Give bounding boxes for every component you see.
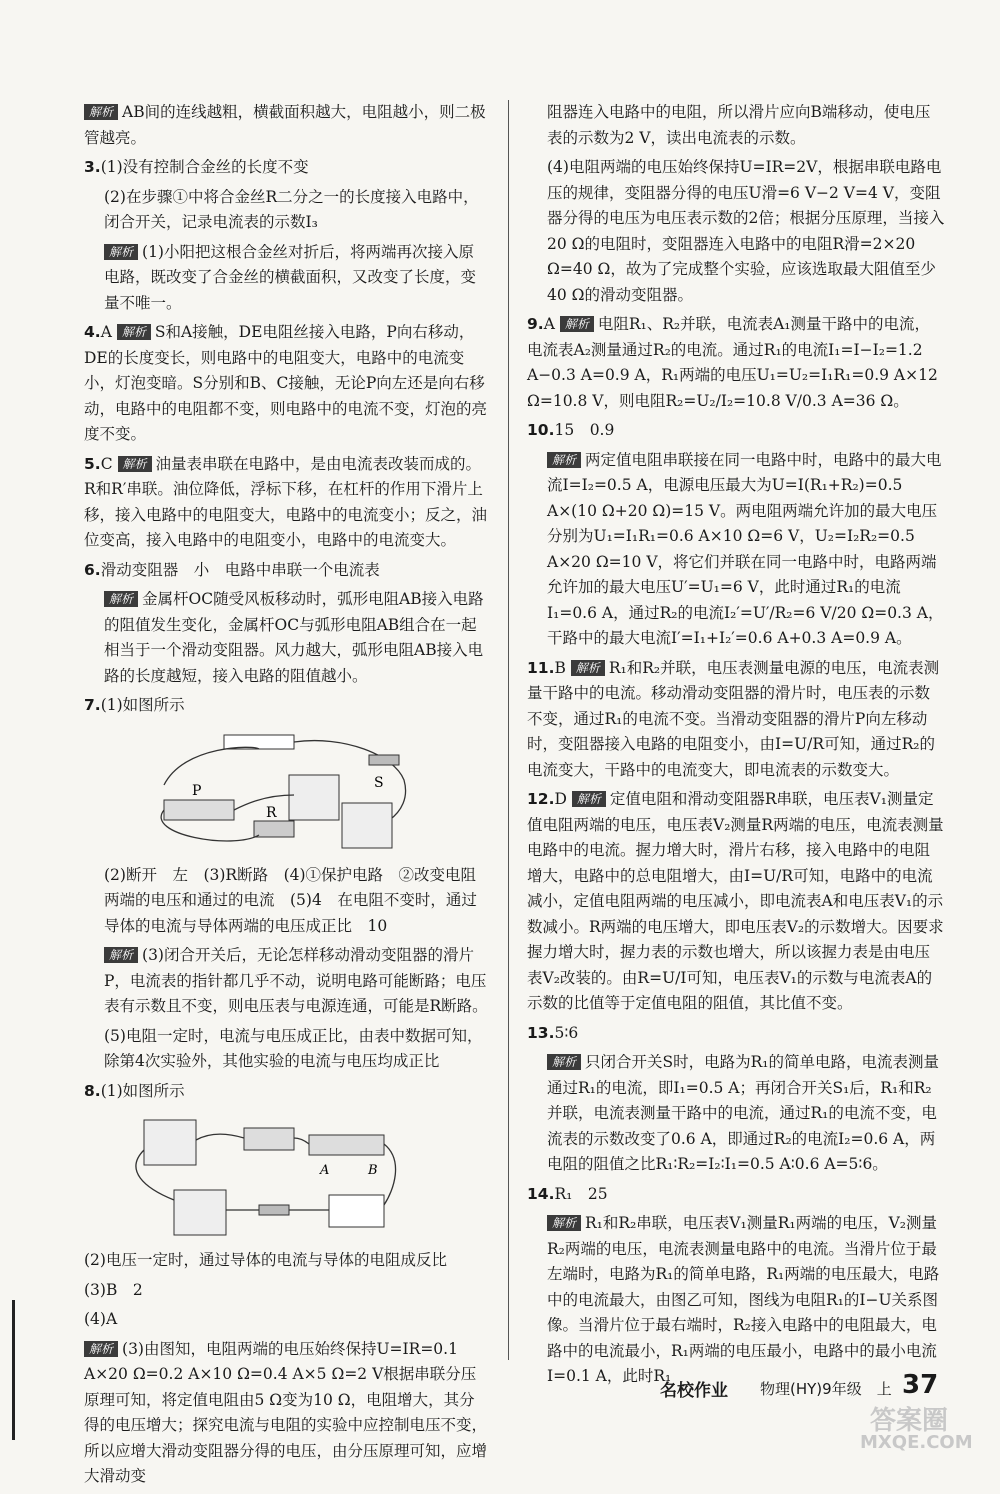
question-number: 14. [527,1184,555,1203]
question-11 [527,656,945,784]
analysis-text: 油量表串联在电路中，是由电流表改装而成的。R和R′串联。油位降低，浮标下移，在杠杆的作用下滑片上移，接入电路中的电阻变大，电路中的电流变小；反之，油位变高，接入电路中的电阻变小，电路中的电流变大。 [84,454,488,549]
analysis-tag: 解析 [118,456,152,472]
answer-choice: B [554,658,566,677]
question-number: 7. [84,696,101,714]
switch-icon [369,755,399,765]
analysis-text: (3)由图知，电阻两端的电压始终保持U=IR=0.1 A×20 Ω=0.2 A×10 Ω=0.4 A×5 Ω=2 V根据串联分压原理可知，将定值电阻由5 Ω变为10 Ω，电阻增大，其分得的电压增大；探究电流与电阻的实验中应控制电压不变，所以应增大滑动变阻器分得的电压，由分压原理可知，应增大滑动变 [84,1339,488,1485]
analysis-text: 金属杆OC随受风板移动时，弧形电阻AB接入电路的阻值发生变化，金属杆OC与弧形电阻AB组合在一起相当于一个滑动变阻器。风力越大，弧形电阻AB接入电路的长度越短，接入电路的阻值越小。 [104,590,484,685]
analysis-text: 只闭合开关S时，电路为R₁的简单电路，电流表测量通过R₁的电流，即I₁=0.5 A；再闭合开关S₁后，R₁和R₂并联，电流表测量干路中的电流，通过R₁的电流不变，电流表的示数改变了0.6 A，即通过R₂的电流I₂=0.6 A，两电阻的阻值之比R₁∶R₂=I₂∶I₁=0.5 A∶0.6 A=5∶6。 [547,1053,940,1173]
answer-paragraph [84,1278,488,1304]
question-number: 10. [527,421,555,439]
analysis-paragraph [84,587,488,689]
question-4 [84,320,488,448]
answer-paragraph [84,1307,488,1333]
resistor-icon [244,1128,294,1150]
analysis-paragraph [527,100,945,151]
analysis-text: (1)小阳把这根合金丝对折后，将两端再次接入原电路，既改变了合金丝的横截面积，又改变了长度，变量不唯一。 [104,242,477,312]
question-7 [84,693,488,719]
answer-text: (1)没有控制合金丝的长度不变 [100,158,309,176]
answer-text: (2)在步骤①中将合金丝R二分之一的长度接入电路中，闭合开关，记录电流表的示数I₃ [104,187,479,231]
question-10 [527,418,945,444]
answer-text: (4)A [84,1310,118,1328]
question-number: 13. [527,1023,555,1042]
analysis-paragraph [84,240,488,317]
analysis-tag: 解析 [571,660,605,676]
question-number: 4. [84,323,101,341]
figure-label-a: A [320,1163,330,1178]
analysis-text: (4)电阻两端的电压始终保持U=IR=2V，根据串联电路电压的规律，变阻器分得的电压U滑=6 V−2 V=4 V，变阻器分得的电压为电压表示数的2倍；根据分压原理，当接入20 Ω的电阻时，变阻器连入电路中的电阻R滑=2×20 Ω=40 Ω，故为了完成整个实验，应该选取最大阻值至少40 Ω的滑动变阻器。 [547,158,945,304]
analysis-text: (5)电阻一定时，电流与电压成正比，由表中数据可知，除第4次实验外，其他实验的电流与电压均成正比 [104,1026,483,1070]
answer-text: (2)断开 左 (3)R断路 (4)①保护电路 ②改变电阻两端的电压和通过的电流 (5)4 在电阻不变时，通过导体的电流与导体两端的电压成正比 10 [104,865,477,935]
question-5 [84,452,488,554]
analysis-text: S和A接触，DE电阻丝接入电路，P向右移动，DE的长度变长，则电路中的电阻变大，电路中的电流变小，灯泡变暗。S分别和B、C接触，无论P向左还是向右移动，电路中的电阻都不变，则电路中的电流不变，灯泡的亮度不变。 [84,323,488,443]
page-footer [620,1370,950,1404]
answer-text: (2)电压一定时，通过导体的电流与导体的电阻成反比 [84,1251,447,1269]
watermark-text: 答案圈 [870,1406,949,1436]
analysis-tag: 解析 [104,591,138,607]
analysis-text: 定值电阻和滑动变阻器R串联，电压表V₁测量定值电阻两端的电压，电压表V₂测量R两端的电压，电流表测量电路中的电流。握力增大时，滑片右移，接入电路中的电阻增大，电路中的总电阻增大，由I=U/R可知，电路中的电流减小，定值电阻两端的电压减小，即电流表A和电压表V₁的示数减小。R两端的电压增大，即电压表V₂的示数增大。因要求握力增大时，握力表的示数也增大，所以该握力表是由电压表V₂改装的。由R=U/I可知，电压表V₁的示数与电流表A的示数的比值等于定值电阻的阻值，其比值不变。 [527,790,944,1012]
answer-text: (1)如图所示 [100,1081,185,1100]
rheostat-icon [309,1135,384,1155]
answer-choice: A [100,323,112,341]
analysis-paragraph [84,943,488,1020]
analysis-tag: 解析 [117,324,151,340]
answer-choice: C [100,454,113,473]
analysis-paragraph [527,1050,945,1178]
analysis-paragraph [527,1211,945,1390]
page-edge-bar [12,1300,15,1440]
ammeter-icon [342,803,392,848]
analysis-paragraph [527,155,945,308]
analysis-paragraph [527,448,945,652]
answer-text: (1)如图所示 [100,696,185,714]
question-14 [527,1182,945,1208]
watermark-url: MXQE.COM [860,1432,973,1453]
analysis-text: (3)闭合开关后，无论怎样移动滑动变阻器的滑片P，电流表的指针都几乎不动，说明电路可能断路；电压表有示数且不变，则电压表与电源连通，可能是R断路。 [104,946,488,1015]
resistor-icon [254,821,294,837]
question-number: 9. [527,315,544,333]
analysis-tag: 解析 [547,452,581,468]
analysis-tag: 解析 [104,244,138,260]
analysis-text: AB间的连线越粗，横截面积越大，电阻越小，则二极管越亮。 [84,103,486,147]
question-number: 5. [84,454,101,473]
analysis-paragraph [84,1024,488,1075]
figure-label-p: P [192,782,202,799]
left-column [84,100,488,1494]
question-3 [84,155,488,181]
question-12 [527,787,945,1017]
analysis-tag: 解析 [572,791,606,807]
right-column [527,100,945,1394]
question-6 [84,558,488,584]
analysis-paragraph [84,1337,488,1490]
analysis-text: R₁和R₂并联，电压表测量电源的电压，电流表测量干路中的电流。移动滑动变阻器的滑片时，电压表的示数不变，通过R₁的电流不变。当滑动变阻器的滑片P向左移动时，变阻器接入电路的电阻变小，由I=U/R可知，通过R₂的电流变大，干路中的电流变大，即电流表的示数变大。 [527,658,940,779]
analysis-tag: 解析 [104,947,138,963]
answer-paragraph [84,1248,488,1274]
answer-paragraph [84,185,488,236]
question-number: 8. [84,1081,101,1100]
analysis-tag: 解析 [84,104,118,120]
figure-label-s: S [374,774,384,791]
analysis-tag: 解析 [547,1215,581,1231]
analysis-text: R₁和R₂串联，电压表V₁测量R₁两端的电压，V₂测量R₂两端的电压，电流表测量电路中的电流。当滑片位于最左端时，电路为R₁的简单电路，R₁两端的电压最大，电路中的电流最大，由图乙可知，图线为电阻R₁的I−U关系图像。当滑片位于最右端时，R₂接入电路中的电阻最大，电路中的电流最小，R₁两端的电压最小，电路中的最小电流I=0.1 A，此时R₁ [547,1214,940,1385]
answer-text: (3)B 2 [84,1280,143,1299]
battery-icon [224,735,294,749]
answer-text: R₁ 25 [554,1184,608,1203]
question-number: 6. [84,560,101,579]
analysis-text: 电阻R₁、R₂并联，电流表A₁测量干路中的电流，电流表A₂测量通过R₂的电流。通过R₁的电流I₁=I−I₂=1.2 A−0.3 A=0.9 A，R₁两端的电压U₁=U₂=I₁R₁=0.9 A×12 Ω=10.8 V，则电阻R₂=U₂/I₂=10.8 V/0.3 A=36 Ω。 [527,315,938,410]
rheostat-icon [164,800,234,820]
figure-label-b: B [368,1163,378,1178]
question-8 [84,1079,488,1105]
column-divider [508,100,509,1360]
page-number: 37 [902,1370,939,1400]
analysis-text: 两定值电阻串联接在同一电路中时，电路中的最大电流I=I₂=0.5 A，电源电压最大为U=I(R₁+R₂)=0.5 A×(10 Ω+20 Ω)=15 V。两电阻两端允许加的最大电压分别为U₁=I₁R₁=0.6 A×10 Ω=6 V，U₂=I₂R₂=0.5 A×20 Ω=10 V，将它们并联在同一电路中时，电路两端允许加的最大电压U′=U₁=6 V，此时通过R₁的电流I₁=0.6 A，通过R₂的电流I₂′=U′/R₂=6 V/20 Ω=0.3 A，干路中的最大电流I′=I₁+I₂′=0.6 A+0.3 A=0.9 A。 [547,450,944,647]
answer-text: 5∶6 [554,1023,579,1042]
power-supply-icon [329,1195,384,1227]
answer-paragraph [84,863,488,940]
answer-choice: D [554,790,567,808]
answer-text: 15 0.9 [554,421,615,439]
footer-subject: 物理(HY)9年级 上 [760,1380,892,1398]
question-13 [527,1021,945,1047]
question-number: 11. [527,658,555,677]
circuit-figure-7 [84,725,488,855]
analysis-tag: 解析 [560,316,594,332]
voltmeter-icon [289,775,339,820]
watermark [860,1400,990,1460]
answer-paragraph [84,100,488,151]
question-number: 3. [84,158,101,176]
footer-brand: 名校作业 [660,1381,728,1401]
analysis-text: 阻器连入电路中的电阻，所以滑片应向B端移动，使电压表的示数为2 V，读出电流表的示数。 [547,103,931,147]
voltmeter-icon [144,1120,196,1165]
answer-text: 滑动变阻器 小 电路中串联一个电流表 [100,560,380,579]
circuit-figure-8 [84,1110,488,1240]
question-number: 12. [527,790,555,808]
switch-icon [259,1205,289,1215]
answer-choice: A [543,315,555,333]
analysis-tag: 解析 [547,1054,581,1070]
analysis-tag: 解析 [84,1341,118,1357]
ammeter-icon [174,1190,226,1235]
figure-label-r: R [266,804,277,821]
question-9 [527,312,945,414]
